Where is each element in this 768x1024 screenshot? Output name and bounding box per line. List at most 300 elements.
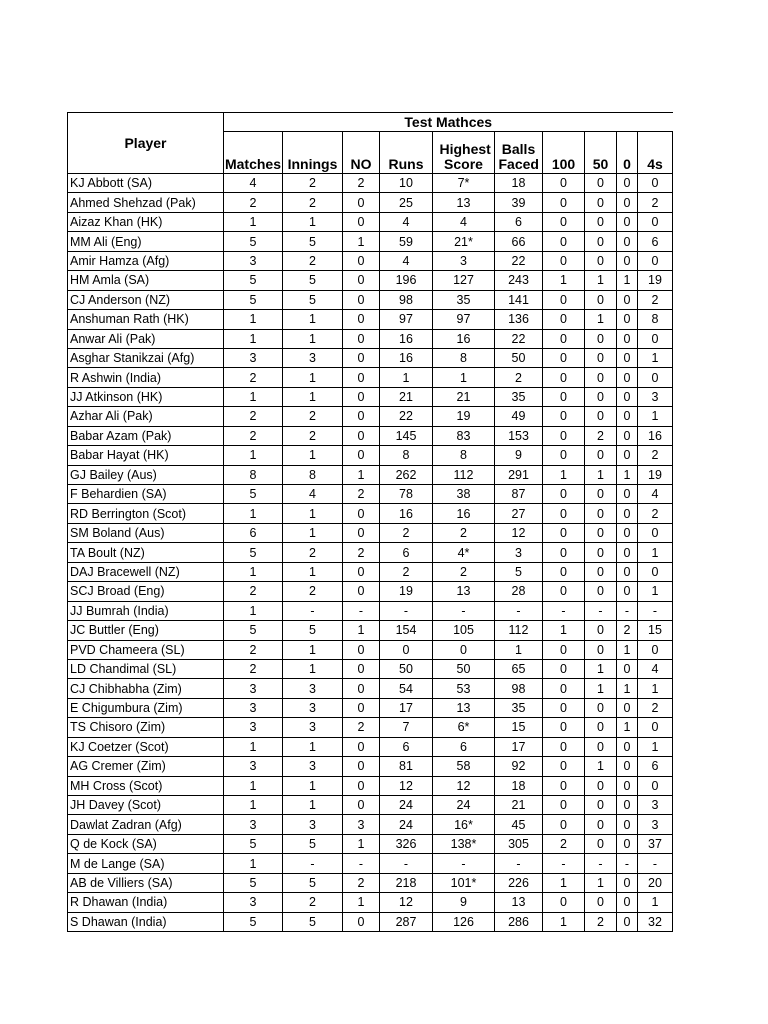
- stat-cell: 0: [617, 873, 638, 892]
- stat-cell: 19: [433, 407, 495, 426]
- stat-cell: 0: [585, 834, 617, 853]
- stat-cell: 286: [495, 912, 543, 931]
- stat-cell: 1: [224, 776, 283, 795]
- stat-cell: 3: [638, 387, 673, 406]
- stat-cell: 97: [380, 310, 433, 329]
- player-name-cell: M de Lange (SA): [68, 854, 224, 873]
- player-name-cell: JJ Bumrah (India): [68, 601, 224, 620]
- player-name-cell: Ahmed Shehzad (Pak): [68, 193, 224, 212]
- stat-cell: 16: [380, 329, 433, 348]
- stat-cell: 3: [224, 679, 283, 698]
- stat-cell: 2: [224, 407, 283, 426]
- table-body: [68, 174, 673, 932]
- player-name-cell: LD Chandimal (SL): [68, 659, 224, 678]
- table-row: [68, 601, 673, 620]
- stat-cell: 0: [617, 698, 638, 717]
- stat-cell: 2: [283, 407, 343, 426]
- stat-cell: 101*: [433, 873, 495, 892]
- stat-cell: 0: [617, 834, 638, 853]
- stat-cell: 2: [585, 426, 617, 445]
- stat-cell: 7*: [433, 174, 495, 193]
- col-header-100: 100: [543, 132, 585, 174]
- stat-cell: 0: [617, 523, 638, 542]
- stat-cell: 0: [585, 329, 617, 348]
- stat-cell: 27: [495, 504, 543, 523]
- stat-cell: 2: [283, 543, 343, 562]
- table-row: [68, 174, 673, 193]
- table-row: [68, 212, 673, 231]
- stat-cell: 0: [617, 310, 638, 329]
- stat-cell: 0: [343, 912, 380, 931]
- table-row: [68, 834, 673, 853]
- stat-cell: 1: [224, 737, 283, 756]
- stat-cell: 1: [283, 504, 343, 523]
- stat-cell: 0: [343, 679, 380, 698]
- player-name-cell: Anshuman Rath (HK): [68, 310, 224, 329]
- stat-cell: 13: [433, 698, 495, 717]
- stat-cell: -: [433, 601, 495, 620]
- stat-cell: 32: [638, 912, 673, 931]
- stat-cell: 0: [617, 290, 638, 309]
- stat-cell: 0: [585, 348, 617, 367]
- stat-cell: 2: [380, 523, 433, 542]
- table-row: [68, 718, 673, 737]
- stat-cell: 0: [380, 640, 433, 659]
- stat-cell: 2: [283, 893, 343, 912]
- stat-cell: 0: [543, 757, 585, 776]
- stat-cell: 50: [433, 659, 495, 678]
- stat-cell: 0: [585, 737, 617, 756]
- stat-cell: 0: [543, 407, 585, 426]
- stat-cell: 28: [495, 582, 543, 601]
- stat-cell: 3: [283, 679, 343, 698]
- stat-cell: 58: [433, 757, 495, 776]
- table-row: [68, 329, 673, 348]
- stat-cell: 0: [343, 193, 380, 212]
- stat-cell: 24: [380, 796, 433, 815]
- stat-cell: -: [433, 854, 495, 873]
- stat-cell: 3: [495, 543, 543, 562]
- stat-cell: 92: [495, 757, 543, 776]
- stat-cell: 0: [585, 174, 617, 193]
- stat-cell: 0: [585, 582, 617, 601]
- table-row: [68, 426, 673, 445]
- player-header: Player: [68, 113, 224, 174]
- player-name-cell: S Dhawan (India): [68, 912, 224, 931]
- col-header-50: 50: [585, 132, 617, 174]
- stat-cell: 9: [433, 893, 495, 912]
- stat-cell: 1: [585, 465, 617, 484]
- stat-cell: 1: [283, 796, 343, 815]
- stat-cell: 1: [224, 446, 283, 465]
- stat-cell: 5: [283, 232, 343, 251]
- stat-cell: 0: [585, 698, 617, 717]
- stat-cell: 2: [433, 562, 495, 581]
- stat-cell: 1: [224, 329, 283, 348]
- player-name-cell: R Ashwin (India): [68, 368, 224, 387]
- stat-cell: 1: [638, 582, 673, 601]
- stat-cell: 3: [343, 815, 380, 834]
- col-header-no: NO: [343, 132, 380, 174]
- stat-cell: 3: [224, 348, 283, 367]
- stat-cell: 1: [224, 504, 283, 523]
- stat-cell: 0: [343, 698, 380, 717]
- stat-cell: 0: [343, 582, 380, 601]
- stat-cell: 0: [343, 757, 380, 776]
- stat-cell: 112: [495, 621, 543, 640]
- stat-cell: 4: [224, 174, 283, 193]
- stat-cell: 0: [585, 368, 617, 387]
- stat-cell: 2: [224, 193, 283, 212]
- player-name-cell: AB de Villiers (SA): [68, 873, 224, 892]
- stat-cell: 0: [585, 251, 617, 270]
- stat-cell: 218: [380, 873, 433, 892]
- stat-cell: 16: [380, 348, 433, 367]
- stat-cell: 0: [638, 562, 673, 581]
- stat-cell: 0: [585, 523, 617, 542]
- stat-cell: 4: [283, 485, 343, 504]
- stat-cell: 0: [543, 640, 585, 659]
- stat-cell: -: [380, 854, 433, 873]
- stat-cell: 0: [543, 290, 585, 309]
- stat-cell: 0: [617, 446, 638, 465]
- stat-cell: 25: [380, 193, 433, 212]
- stat-cell: 6: [638, 232, 673, 251]
- stat-cell: -: [585, 854, 617, 873]
- stat-cell: 3: [283, 698, 343, 717]
- stat-cell: 0: [617, 796, 638, 815]
- stat-cell: 65: [495, 659, 543, 678]
- stat-cell: 0: [638, 776, 673, 795]
- stat-cell: 0: [585, 193, 617, 212]
- stat-cell: 2: [638, 698, 673, 717]
- stat-cell: 49: [495, 407, 543, 426]
- stat-cell: 0: [617, 562, 638, 581]
- table-row: [68, 543, 673, 562]
- stat-cell: 243: [495, 271, 543, 290]
- stat-cell: 0: [543, 659, 585, 678]
- stat-cell: 0: [543, 718, 585, 737]
- stat-cell: 4: [638, 485, 673, 504]
- table-row: [68, 815, 673, 834]
- stat-cell: 3: [433, 251, 495, 270]
- stat-cell: 0: [617, 485, 638, 504]
- stat-cell: 305: [495, 834, 543, 853]
- stat-cell: 0: [638, 174, 673, 193]
- table-row: [68, 232, 673, 251]
- stat-cell: 0: [543, 310, 585, 329]
- stat-cell: 12: [433, 776, 495, 795]
- stat-cell: 0: [543, 698, 585, 717]
- stat-cell: 97: [433, 310, 495, 329]
- stat-cell: 3: [638, 796, 673, 815]
- stat-cell: 16: [433, 504, 495, 523]
- stat-cell: 2: [224, 659, 283, 678]
- stat-cell: 0: [585, 640, 617, 659]
- stat-cell: 5: [283, 621, 343, 640]
- stat-cell: 1: [283, 212, 343, 231]
- stat-cell: 1: [343, 834, 380, 853]
- player-name-cell: TA Boult (NZ): [68, 543, 224, 562]
- table-row: [68, 446, 673, 465]
- table-row: [68, 271, 673, 290]
- stat-cell: 5: [224, 290, 283, 309]
- player-name-cell: SCJ Broad (Eng): [68, 582, 224, 601]
- stat-cell: 16*: [433, 815, 495, 834]
- stat-cell: 3: [224, 893, 283, 912]
- stat-cell: 10: [380, 174, 433, 193]
- stat-cell: 0: [343, 348, 380, 367]
- col-header-4s: 4s: [638, 132, 673, 174]
- stat-cell: 1: [283, 329, 343, 348]
- table-row: [68, 737, 673, 756]
- stat-cell: 15: [495, 718, 543, 737]
- stat-cell: 1: [283, 368, 343, 387]
- player-name-cell: JJ Atkinson (HK): [68, 387, 224, 406]
- stat-cell: 0: [343, 290, 380, 309]
- stat-cell: 0: [343, 310, 380, 329]
- table-row: [68, 310, 673, 329]
- table-row: [68, 582, 673, 601]
- stat-cell: -: [283, 601, 343, 620]
- stat-cell: 1: [283, 310, 343, 329]
- stat-cell: 1: [585, 659, 617, 678]
- stat-cell: 19: [638, 271, 673, 290]
- stat-cell: 6: [380, 737, 433, 756]
- stat-cell: 0: [343, 737, 380, 756]
- player-name-cell: TS Chisoro (Zim): [68, 718, 224, 737]
- stat-cell: 145: [380, 426, 433, 445]
- stat-cell: 8: [283, 465, 343, 484]
- stat-cell: 3: [224, 815, 283, 834]
- stat-cell: 0: [543, 776, 585, 795]
- stat-cell: 6*: [433, 718, 495, 737]
- stat-cell: 2: [638, 504, 673, 523]
- stat-cell: 0: [585, 621, 617, 640]
- stat-cell: 0: [617, 407, 638, 426]
- stat-cell: 2: [224, 368, 283, 387]
- stat-cell: 287: [380, 912, 433, 931]
- stat-cell: 1: [283, 659, 343, 678]
- player-name-cell: Aizaz Khan (HK): [68, 212, 224, 231]
- player-name-cell: SM Boland (Aus): [68, 523, 224, 542]
- stat-cell: 0: [543, 582, 585, 601]
- stat-cell: 0: [343, 640, 380, 659]
- stat-cell: 0: [585, 212, 617, 231]
- stat-cell: 0: [617, 174, 638, 193]
- player-name-cell: HM Amla (SA): [68, 271, 224, 290]
- stat-cell: 0: [617, 659, 638, 678]
- stat-cell: 0: [543, 232, 585, 251]
- stat-cell: 22: [495, 251, 543, 270]
- stat-cell: 16: [638, 426, 673, 445]
- stat-cell: 1: [617, 465, 638, 484]
- stat-cell: 1: [495, 640, 543, 659]
- table-row: [68, 776, 673, 795]
- table-row: [68, 504, 673, 523]
- stat-cell: 2: [224, 582, 283, 601]
- stat-cell: 6: [380, 543, 433, 562]
- stat-cell: 1: [638, 407, 673, 426]
- stat-cell: 0: [585, 485, 617, 504]
- stat-cell: 326: [380, 834, 433, 853]
- stat-cell: 0: [585, 893, 617, 912]
- stat-cell: 98: [380, 290, 433, 309]
- player-name-cell: Asghar Stanikzai (Afg): [68, 348, 224, 367]
- stat-cell: 54: [380, 679, 433, 698]
- stat-cell: 0: [543, 426, 585, 445]
- stat-cell: 0: [638, 329, 673, 348]
- stat-cell: 1: [617, 640, 638, 659]
- stat-cell: -: [283, 854, 343, 873]
- stat-cell: 0: [543, 174, 585, 193]
- stat-cell: -: [638, 601, 673, 620]
- stat-cell: 37: [638, 834, 673, 853]
- stat-cell: 2: [343, 718, 380, 737]
- table-row: [68, 465, 673, 484]
- stat-cell: 262: [380, 465, 433, 484]
- stat-cell: 16: [433, 329, 495, 348]
- stat-cell: 5: [224, 873, 283, 892]
- stat-cell: 0: [343, 523, 380, 542]
- stat-cell: 1: [224, 854, 283, 873]
- stat-cell: 0: [585, 718, 617, 737]
- table-row: [68, 854, 673, 873]
- stat-cell: 154: [380, 621, 433, 640]
- stat-cell: 1: [343, 893, 380, 912]
- stat-cell: 87: [495, 485, 543, 504]
- stat-cell: 0: [543, 893, 585, 912]
- stat-cell: 0: [638, 640, 673, 659]
- stat-cell: -: [617, 854, 638, 873]
- stat-cell: -: [380, 601, 433, 620]
- stat-cell: 1: [283, 446, 343, 465]
- stat-cell: 0: [617, 348, 638, 367]
- stat-cell: -: [495, 854, 543, 873]
- stat-cell: 1: [617, 718, 638, 737]
- stat-cell: 0: [617, 582, 638, 601]
- stat-cell: 1: [638, 679, 673, 698]
- stat-cell: 0: [433, 640, 495, 659]
- stat-cell: -: [543, 601, 585, 620]
- stat-cell: 1: [617, 271, 638, 290]
- stat-cell: 2: [224, 640, 283, 659]
- stat-cell: 0: [617, 426, 638, 445]
- stat-cell: 1: [224, 796, 283, 815]
- stat-cell: 1: [343, 232, 380, 251]
- stat-cell: 0: [585, 796, 617, 815]
- stat-cell: 20: [638, 873, 673, 892]
- stat-cell: 13: [433, 193, 495, 212]
- stat-cell: -: [543, 854, 585, 873]
- stat-cell: 5: [224, 543, 283, 562]
- stat-cell: -: [585, 601, 617, 620]
- stat-cell: 2: [283, 582, 343, 601]
- stat-cell: 2: [380, 562, 433, 581]
- stat-cell: 127: [433, 271, 495, 290]
- stat-cell: 0: [638, 212, 673, 231]
- stat-cell: 19: [380, 582, 433, 601]
- table-row: [68, 757, 673, 776]
- table-row: [68, 679, 673, 698]
- stat-cell: 13: [433, 582, 495, 601]
- stat-cell: 226: [495, 873, 543, 892]
- stat-cell: 0: [343, 271, 380, 290]
- stat-cell: 21: [380, 387, 433, 406]
- stat-cell: 15: [638, 621, 673, 640]
- stat-cell: 12: [380, 776, 433, 795]
- stat-cell: 50: [380, 659, 433, 678]
- player-name-cell: Azhar Ali (Pak): [68, 407, 224, 426]
- stat-cell: 3: [224, 757, 283, 776]
- stat-cell: 81: [380, 757, 433, 776]
- stat-cell: 0: [585, 407, 617, 426]
- stat-cell: 4: [380, 251, 433, 270]
- stat-cell: 1: [638, 348, 673, 367]
- col-header-innings: Innings: [283, 132, 343, 174]
- player-name-cell: MH Cross (Scot): [68, 776, 224, 795]
- col-header-0: 0: [617, 132, 638, 174]
- stat-cell: 138*: [433, 834, 495, 853]
- stat-cell: 0: [585, 776, 617, 795]
- stat-cell: 0: [543, 504, 585, 523]
- player-name-cell: KJ Abbott (SA): [68, 174, 224, 193]
- stat-cell: 0: [617, 776, 638, 795]
- player-name-cell: AG Cremer (Zim): [68, 757, 224, 776]
- table-row: [68, 407, 673, 426]
- player-name-cell: Amir Hamza (Afg): [68, 251, 224, 270]
- stat-cell: 1: [543, 271, 585, 290]
- stat-cell: 0: [343, 504, 380, 523]
- player-name-cell: GJ Bailey (Aus): [68, 465, 224, 484]
- stat-cell: 1: [380, 368, 433, 387]
- stat-cell: 21: [495, 796, 543, 815]
- stat-cell: 21*: [433, 232, 495, 251]
- stat-cell: 3: [224, 251, 283, 270]
- stat-cell: 35: [433, 290, 495, 309]
- stat-cell: -: [343, 854, 380, 873]
- stat-cell: 0: [638, 251, 673, 270]
- stat-cell: 1: [543, 873, 585, 892]
- stat-cell: -: [343, 601, 380, 620]
- stat-cell: 8: [433, 348, 495, 367]
- stat-cell: 126: [433, 912, 495, 931]
- stat-cell: 83: [433, 426, 495, 445]
- stat-cell: 98: [495, 679, 543, 698]
- stat-cell: 5: [495, 562, 543, 581]
- player-name-cell: Babar Hayat (HK): [68, 446, 224, 465]
- stat-cell: 2: [343, 873, 380, 892]
- stat-cell: 0: [543, 446, 585, 465]
- stat-cell: 4: [638, 659, 673, 678]
- stat-cell: 6: [433, 737, 495, 756]
- table-row: [68, 562, 673, 581]
- balls-faced-label: Balls Faced: [498, 141, 539, 172]
- player-name-cell: PVD Chameera (SL): [68, 640, 224, 659]
- stat-cell: 0: [585, 446, 617, 465]
- stat-cell: 22: [380, 407, 433, 426]
- highest-score-label: Highest Score: [439, 141, 491, 172]
- stat-cell: 1: [585, 757, 617, 776]
- stat-cell: 2: [343, 174, 380, 193]
- stat-cell: 5: [224, 271, 283, 290]
- stat-cell: 1: [343, 621, 380, 640]
- stat-cell: 2: [638, 446, 673, 465]
- table-row: [68, 348, 673, 367]
- stat-cell: 1: [543, 621, 585, 640]
- stat-cell: 12: [495, 523, 543, 542]
- stat-cell: 3: [638, 815, 673, 834]
